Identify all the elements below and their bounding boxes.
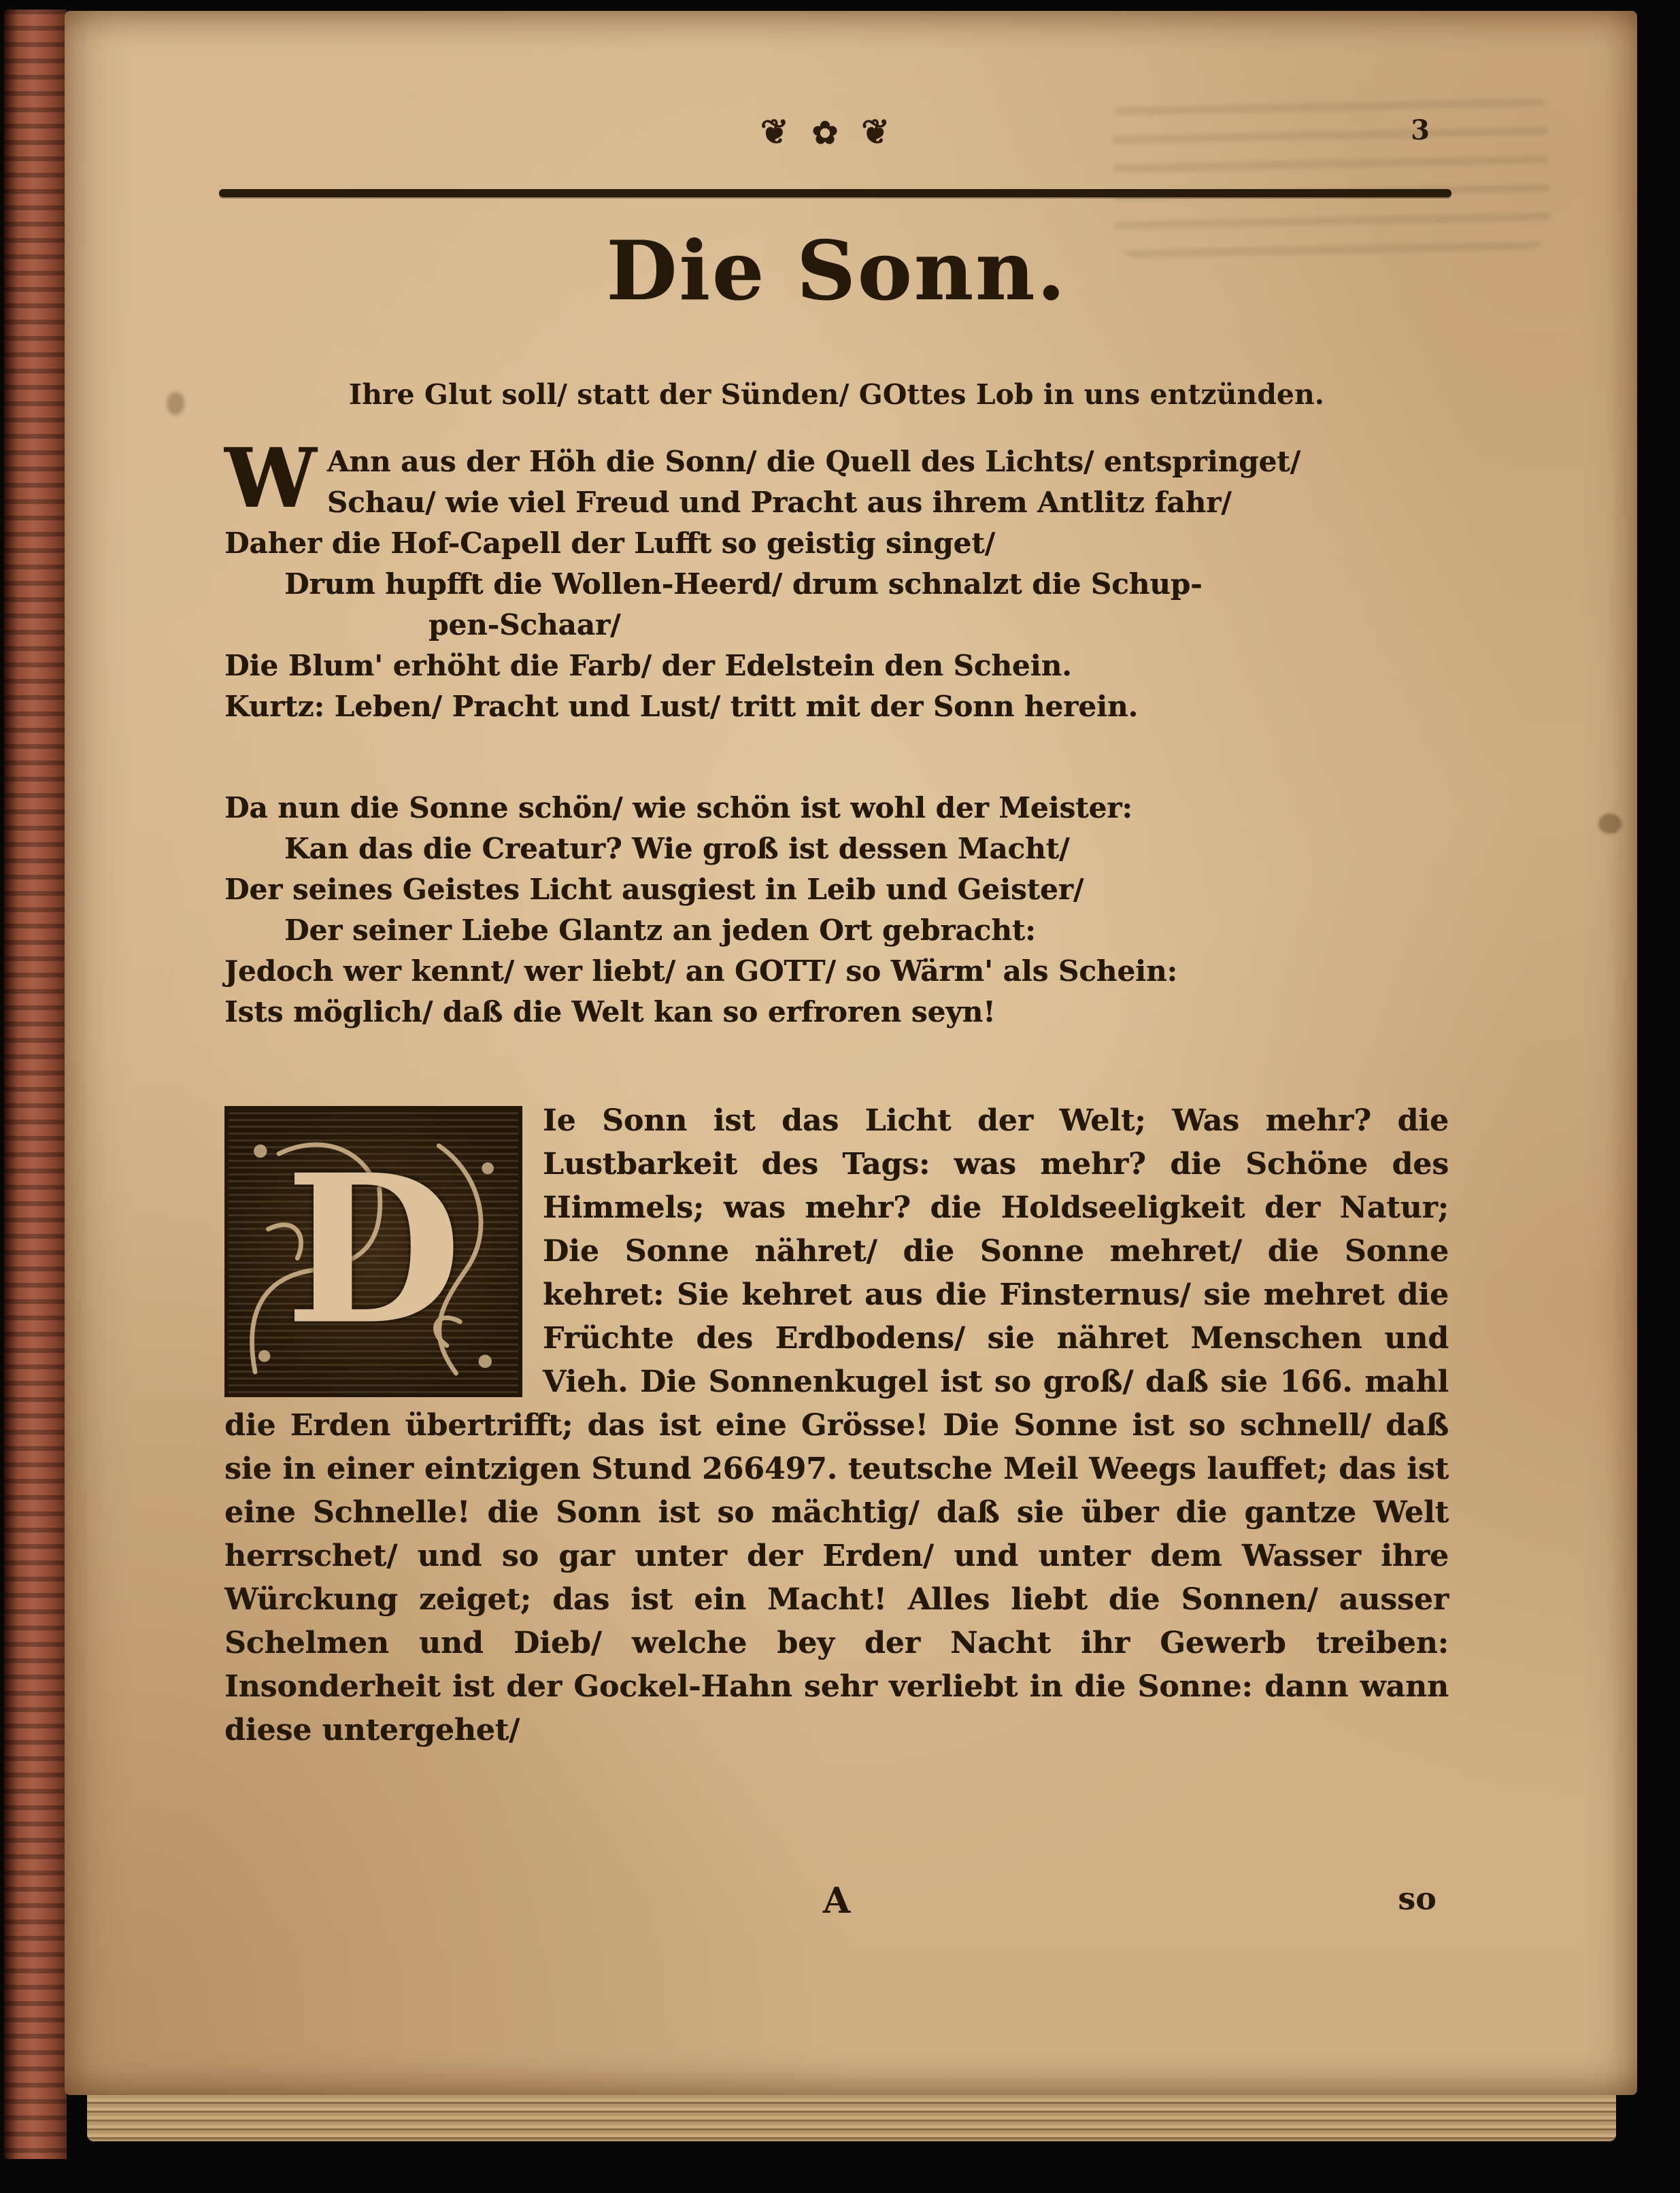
- poem-line: Der seiner Liebe Glantz an jeden Ort gebracht:: [284, 914, 1036, 947]
- page-number: 3: [1411, 114, 1430, 146]
- book-fore-edge: [4, 10, 67, 2159]
- rosette-ornament-icon: ✿: [811, 114, 862, 151]
- poem-line: Ann aus der Höh die Sonn/ die Quell des Lichts/ entspringet/: [326, 445, 1300, 478]
- page-footer: [224, 1880, 1449, 1928]
- catchword: so: [1398, 1880, 1437, 1917]
- first-stanza: [224, 431, 1449, 727]
- poem-line: Ists möglich/ daß die Welt kan so erfroren seyn!: [224, 995, 996, 1028]
- motto-line: Ihre Glut soll/ statt der Sünden/ GOttes Lob in uns entzünden.: [348, 378, 1325, 411]
- book-page: [65, 11, 1637, 2095]
- page-stack-edges: [87, 2090, 1616, 2141]
- leaf-ornament-icon: ❦: [861, 112, 913, 152]
- prose-text: Ie Sonn ist das Licht der Welt; Was mehr? die Lustbarkeit des Tags: was mehr? die Schöne des Himmels; was mehr? die Holdseeligkeit der Natur; Die Sonne nähret/ die Sonne mehret/ die Sonne kehret: Sie kehret aus die Finsternus/ sie mehret die Früchte des Erdbodens/ sie nähret Menschen und Vieh. Die Sonnenkugel ist so groß/ daß sie 166. mahl die Erden übertrifft; das ist eine Grösse! Die Sonne ist so schnell/ daß sie in einer eintzigen Stund 266497. teutsche Meil Weegs lauffet; das ist eine Schnelle! die Sonn ist so mächtig/ daß sie über die gantze Welt herrschet/ und so gar unter der Erden/ und unter dem Wasser ihre Würckung zeiget; das ist ein Macht! Alles liebt die Sonnen/ ausser Schelmen und Dieb/ welche bey der Nacht ihr Gewerb treiben: Insonderheit ist der Gockel-Hahn sehr verliebt in die Sonne: dann wann diese untergehet/: [224, 1103, 1449, 1747]
- page-content: [224, 11, 1449, 2095]
- prose-paragraph: [224, 1099, 1449, 1752]
- poem-line: Die Blum' erhöht die Farb/ der Edelstein den Schein.: [224, 649, 1072, 682]
- leaf-ornament-icon: ❦: [760, 112, 812, 152]
- poem-line: Drum hupfft die Wollen-Heerd/ drum schnalzt die Schup-: [284, 567, 1203, 601]
- poem-line: Kurtz: Leben/ Pracht und Lust/ tritt mit der Sonn herein.: [224, 690, 1139, 723]
- dropcap-W: W: [224, 431, 316, 526]
- poem-line: Daher die Hof-Capell der Lufft so geistig singet/: [224, 526, 995, 560]
- poem-line: Da nun die Sonne schön/ wie schön ist wohl der Meister:: [224, 791, 1132, 824]
- woodcut-initial: [224, 1106, 522, 1397]
- poem-line: Jedoch wer kennt/ wer liebt/ an GOTT/ so Wärm' als Schein:: [224, 954, 1178, 988]
- poem-line: Kan das die Creatur? Wie groß ist dessen Macht/: [284, 832, 1070, 865]
- page-title: Die Sonn.: [606, 223, 1067, 319]
- paper-stain: [167, 392, 184, 415]
- header-ornaments: [224, 112, 1449, 152]
- signature-mark: A: [822, 1880, 851, 1922]
- poem-line: Schau/ wie viel Freud und Pracht aus ihrem Antlitz fahr/: [326, 486, 1232, 519]
- woodcut-letter-D: D: [284, 1129, 463, 1370]
- header-rule: [219, 189, 1451, 197]
- second-stanza: [224, 788, 1449, 1033]
- poem-line: Der seines Geistes Licht ausgiest in Leib und Geister/: [224, 873, 1084, 906]
- paper-stain: [1598, 814, 1622, 834]
- poem-line: pen-Schaar/: [429, 608, 621, 641]
